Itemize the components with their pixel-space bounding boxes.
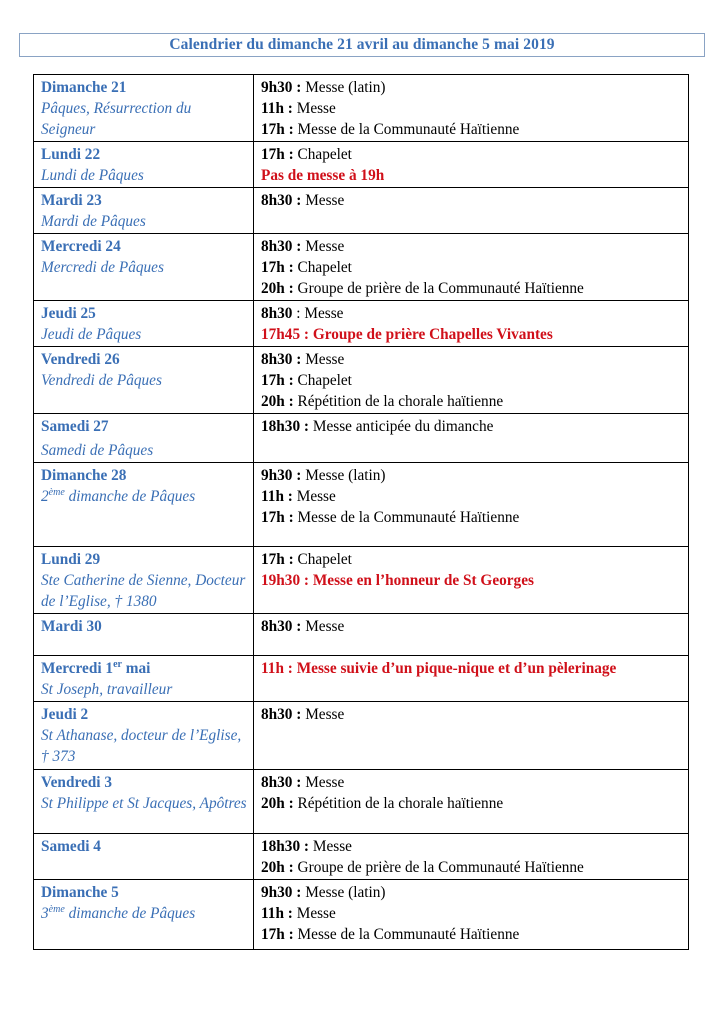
day-cell bbox=[34, 75, 254, 142]
day-name: Mercredi 24 bbox=[41, 238, 121, 255]
event-line bbox=[261, 416, 682, 437]
events-cell bbox=[254, 614, 689, 656]
event-line bbox=[261, 857, 682, 878]
page-title: Calendrier du dimanche 21 avril au dimanche 5 mai 2019 bbox=[169, 36, 555, 53]
event-time: 8h30 : bbox=[261, 774, 302, 791]
event-text: Messe bbox=[301, 618, 345, 635]
event-line bbox=[261, 772, 682, 793]
event-text: Messe (latin) bbox=[301, 79, 386, 96]
event-line bbox=[261, 119, 682, 140]
day-cell bbox=[34, 547, 254, 614]
events-cell bbox=[254, 834, 689, 880]
event-line bbox=[261, 549, 682, 570]
event-time: 17h : bbox=[261, 372, 294, 389]
event-text: Chapelet bbox=[293, 551, 352, 568]
event-text: Messe bbox=[292, 905, 336, 922]
event-line bbox=[261, 144, 682, 165]
day-cell bbox=[34, 656, 254, 702]
event-line bbox=[261, 836, 682, 857]
event-text: Messe de la Communauté Haïtienne bbox=[293, 926, 520, 943]
event-line bbox=[261, 349, 682, 370]
day-cell bbox=[34, 347, 254, 414]
events-cell bbox=[254, 142, 689, 188]
event-text: Chapelet bbox=[293, 146, 352, 163]
events-cell bbox=[254, 347, 689, 414]
event-time: 19h30 : bbox=[261, 572, 310, 589]
day-cell bbox=[34, 770, 254, 834]
event-text: Groupe de prière de la Communauté Haïtienne bbox=[293, 859, 584, 876]
table-row bbox=[34, 834, 689, 880]
table-row bbox=[34, 234, 689, 301]
event-line bbox=[261, 570, 682, 591]
events-cell bbox=[254, 414, 689, 463]
event-line bbox=[261, 236, 682, 257]
event-text: Messe (latin) bbox=[301, 884, 386, 901]
event-text: Pas de messe à 19h bbox=[261, 167, 385, 184]
event-line bbox=[261, 324, 682, 345]
day-cell bbox=[34, 301, 254, 347]
event-time: 8h30 : bbox=[261, 238, 302, 255]
event-line bbox=[261, 486, 682, 507]
event-time: 18h30 : bbox=[261, 418, 310, 435]
events-cell bbox=[254, 188, 689, 234]
event-text: Messe bbox=[301, 351, 345, 368]
event-line bbox=[261, 793, 682, 814]
feast-name: Pâques, Résurrection du Seigneur bbox=[41, 100, 192, 138]
event-text: Messe bbox=[292, 100, 336, 117]
day-name: Dimanche 21 bbox=[41, 79, 127, 96]
day-name: Jeudi 25 bbox=[41, 305, 96, 322]
event-time: 8h30 : bbox=[261, 192, 302, 209]
events-cell bbox=[254, 547, 689, 614]
day-cell bbox=[34, 188, 254, 234]
event-text: Répétition de la chorale haïtienne bbox=[293, 393, 504, 410]
event-text: Messe suivie d’un pique-nique et d’un pèlerinage bbox=[292, 660, 617, 677]
day-name: Vendredi 3 bbox=[41, 774, 112, 791]
event-text: Messe bbox=[301, 238, 345, 255]
event-line bbox=[261, 278, 682, 299]
table-row bbox=[34, 547, 689, 614]
day-cell bbox=[34, 614, 254, 656]
event-time: 8h30 bbox=[261, 305, 293, 322]
day-name: Mercredi 1er mai bbox=[41, 658, 151, 677]
event-time: 11h : bbox=[261, 100, 293, 117]
events-cell bbox=[254, 702, 689, 770]
event-time: 9h30 : bbox=[261, 884, 302, 901]
event-time: 8h30 : bbox=[261, 351, 302, 368]
event-text: Messe bbox=[301, 774, 345, 791]
day-name: Mardi 23 bbox=[41, 192, 102, 209]
event-time: 17h : bbox=[261, 121, 294, 138]
day-name: Lundi 22 bbox=[41, 146, 101, 163]
table-row bbox=[34, 188, 689, 234]
events-cell bbox=[254, 75, 689, 142]
event-time: 18h30 : bbox=[261, 838, 310, 855]
events-cell bbox=[254, 880, 689, 950]
table-row bbox=[34, 463, 689, 547]
events-cell bbox=[254, 234, 689, 301]
event-line bbox=[261, 616, 682, 637]
day-cell bbox=[34, 880, 254, 950]
event-text: Messe en l’honneur de St Georges bbox=[309, 572, 534, 589]
table-row bbox=[34, 770, 689, 834]
event-time: 17h : bbox=[261, 926, 294, 943]
feast-name: 3ème dimanche de Pâques bbox=[41, 903, 196, 922]
calendar-table bbox=[33, 74, 689, 950]
feast-name: Mercredi de Pâques bbox=[41, 259, 164, 276]
event-line bbox=[261, 391, 682, 412]
table-row bbox=[34, 414, 689, 463]
event-line bbox=[261, 165, 682, 186]
event-line bbox=[261, 658, 682, 679]
event-text: Messe anticipée du dimanche bbox=[309, 418, 494, 435]
day-name: Samedi 27 bbox=[41, 418, 109, 435]
event-line bbox=[261, 704, 682, 725]
events-cell bbox=[254, 770, 689, 834]
day-name: Dimanche 5 bbox=[41, 884, 119, 901]
event-line bbox=[261, 903, 682, 924]
feast-name: Samedi de Pâques bbox=[41, 442, 154, 459]
event-line bbox=[261, 190, 682, 211]
event-text: Messe (latin) bbox=[301, 467, 386, 484]
event-line bbox=[261, 98, 682, 119]
day-cell bbox=[34, 142, 254, 188]
day-cell bbox=[34, 702, 254, 770]
event-time: 20h : bbox=[261, 393, 294, 410]
event-time: 17h : bbox=[261, 509, 294, 526]
day-cell bbox=[34, 834, 254, 880]
event-line bbox=[261, 77, 682, 98]
event-line bbox=[261, 257, 682, 278]
day-name: Lundi 29 bbox=[41, 551, 101, 568]
table-row bbox=[34, 142, 689, 188]
event-time: 20h : bbox=[261, 280, 294, 297]
day-name: Samedi 4 bbox=[41, 838, 101, 855]
event-time: 8h30 : bbox=[261, 618, 302, 635]
event-time: 17h45 : bbox=[261, 326, 310, 343]
events-cell bbox=[254, 656, 689, 702]
feast-name: Ste Catherine de Sienne, Docteur de l’Eglise, † 1380 bbox=[41, 572, 246, 610]
event-text: Messe de la Communauté Haïtienne bbox=[293, 121, 520, 138]
table-row bbox=[34, 656, 689, 702]
table-row bbox=[34, 347, 689, 414]
event-time: 11h : bbox=[261, 660, 293, 677]
table-row bbox=[34, 702, 689, 770]
events-cell bbox=[254, 301, 689, 347]
event-text: Chapelet bbox=[293, 259, 352, 276]
event-text: Messe bbox=[292, 488, 336, 505]
table-row bbox=[34, 614, 689, 656]
feast-name: St Athanase, docteur de l’Eglise, † 373 bbox=[41, 727, 242, 765]
event-line bbox=[261, 303, 682, 324]
event-text: Groupe de prière de la Communauté Haïtienne bbox=[293, 280, 584, 297]
event-time: 8h30 : bbox=[261, 706, 302, 723]
event-text: Répétition de la chorale haïtienne bbox=[293, 795, 504, 812]
day-cell bbox=[34, 234, 254, 301]
event-line bbox=[261, 882, 682, 903]
event-time: 17h : bbox=[261, 146, 294, 163]
event-text: Messe bbox=[309, 838, 352, 855]
event-text: Messe de la Communauté Haïtienne bbox=[293, 509, 520, 526]
title-box bbox=[19, 33, 705, 57]
event-text: : Messe bbox=[292, 305, 344, 322]
day-name: Mardi 30 bbox=[41, 618, 102, 635]
feast-name: St Philippe et St Jacques, Apôtres bbox=[41, 795, 247, 812]
event-time: 9h30 : bbox=[261, 467, 302, 484]
event-time: 20h : bbox=[261, 859, 294, 876]
day-name: Jeudi 2 bbox=[41, 706, 89, 723]
feast-name: 2ème dimanche de Pâques bbox=[41, 486, 196, 505]
day-name: Dimanche 28 bbox=[41, 467, 127, 484]
event-time: 17h : bbox=[261, 259, 294, 276]
feast-name: St Joseph, travailleur bbox=[41, 681, 173, 698]
feast-name: Vendredi de Pâques bbox=[41, 372, 162, 389]
event-time: 11h : bbox=[261, 488, 293, 505]
event-line bbox=[261, 507, 682, 528]
day-cell bbox=[34, 463, 254, 547]
feast-name: Lundi de Pâques bbox=[41, 167, 144, 184]
day-name: Vendredi 26 bbox=[41, 351, 120, 368]
event-time: 9h30 : bbox=[261, 79, 302, 96]
calendar-body bbox=[34, 75, 689, 950]
table-row bbox=[34, 75, 689, 142]
table-row bbox=[34, 880, 689, 950]
event-line bbox=[261, 924, 682, 945]
event-time: 11h : bbox=[261, 905, 293, 922]
event-line bbox=[261, 465, 682, 486]
feast-name: Jeudi de Pâques bbox=[41, 326, 142, 343]
day-cell bbox=[34, 414, 254, 463]
event-time: 20h : bbox=[261, 795, 294, 812]
event-text: Chapelet bbox=[293, 372, 352, 389]
event-text: Messe bbox=[301, 706, 345, 723]
event-text: Messe bbox=[301, 192, 345, 209]
events-cell bbox=[254, 463, 689, 547]
event-line bbox=[261, 370, 682, 391]
event-time: 17h : bbox=[261, 551, 294, 568]
table-row bbox=[34, 301, 689, 347]
event-text: Groupe de prière Chapelles Vivantes bbox=[309, 326, 553, 343]
feast-name: Mardi de Pâques bbox=[41, 213, 146, 230]
